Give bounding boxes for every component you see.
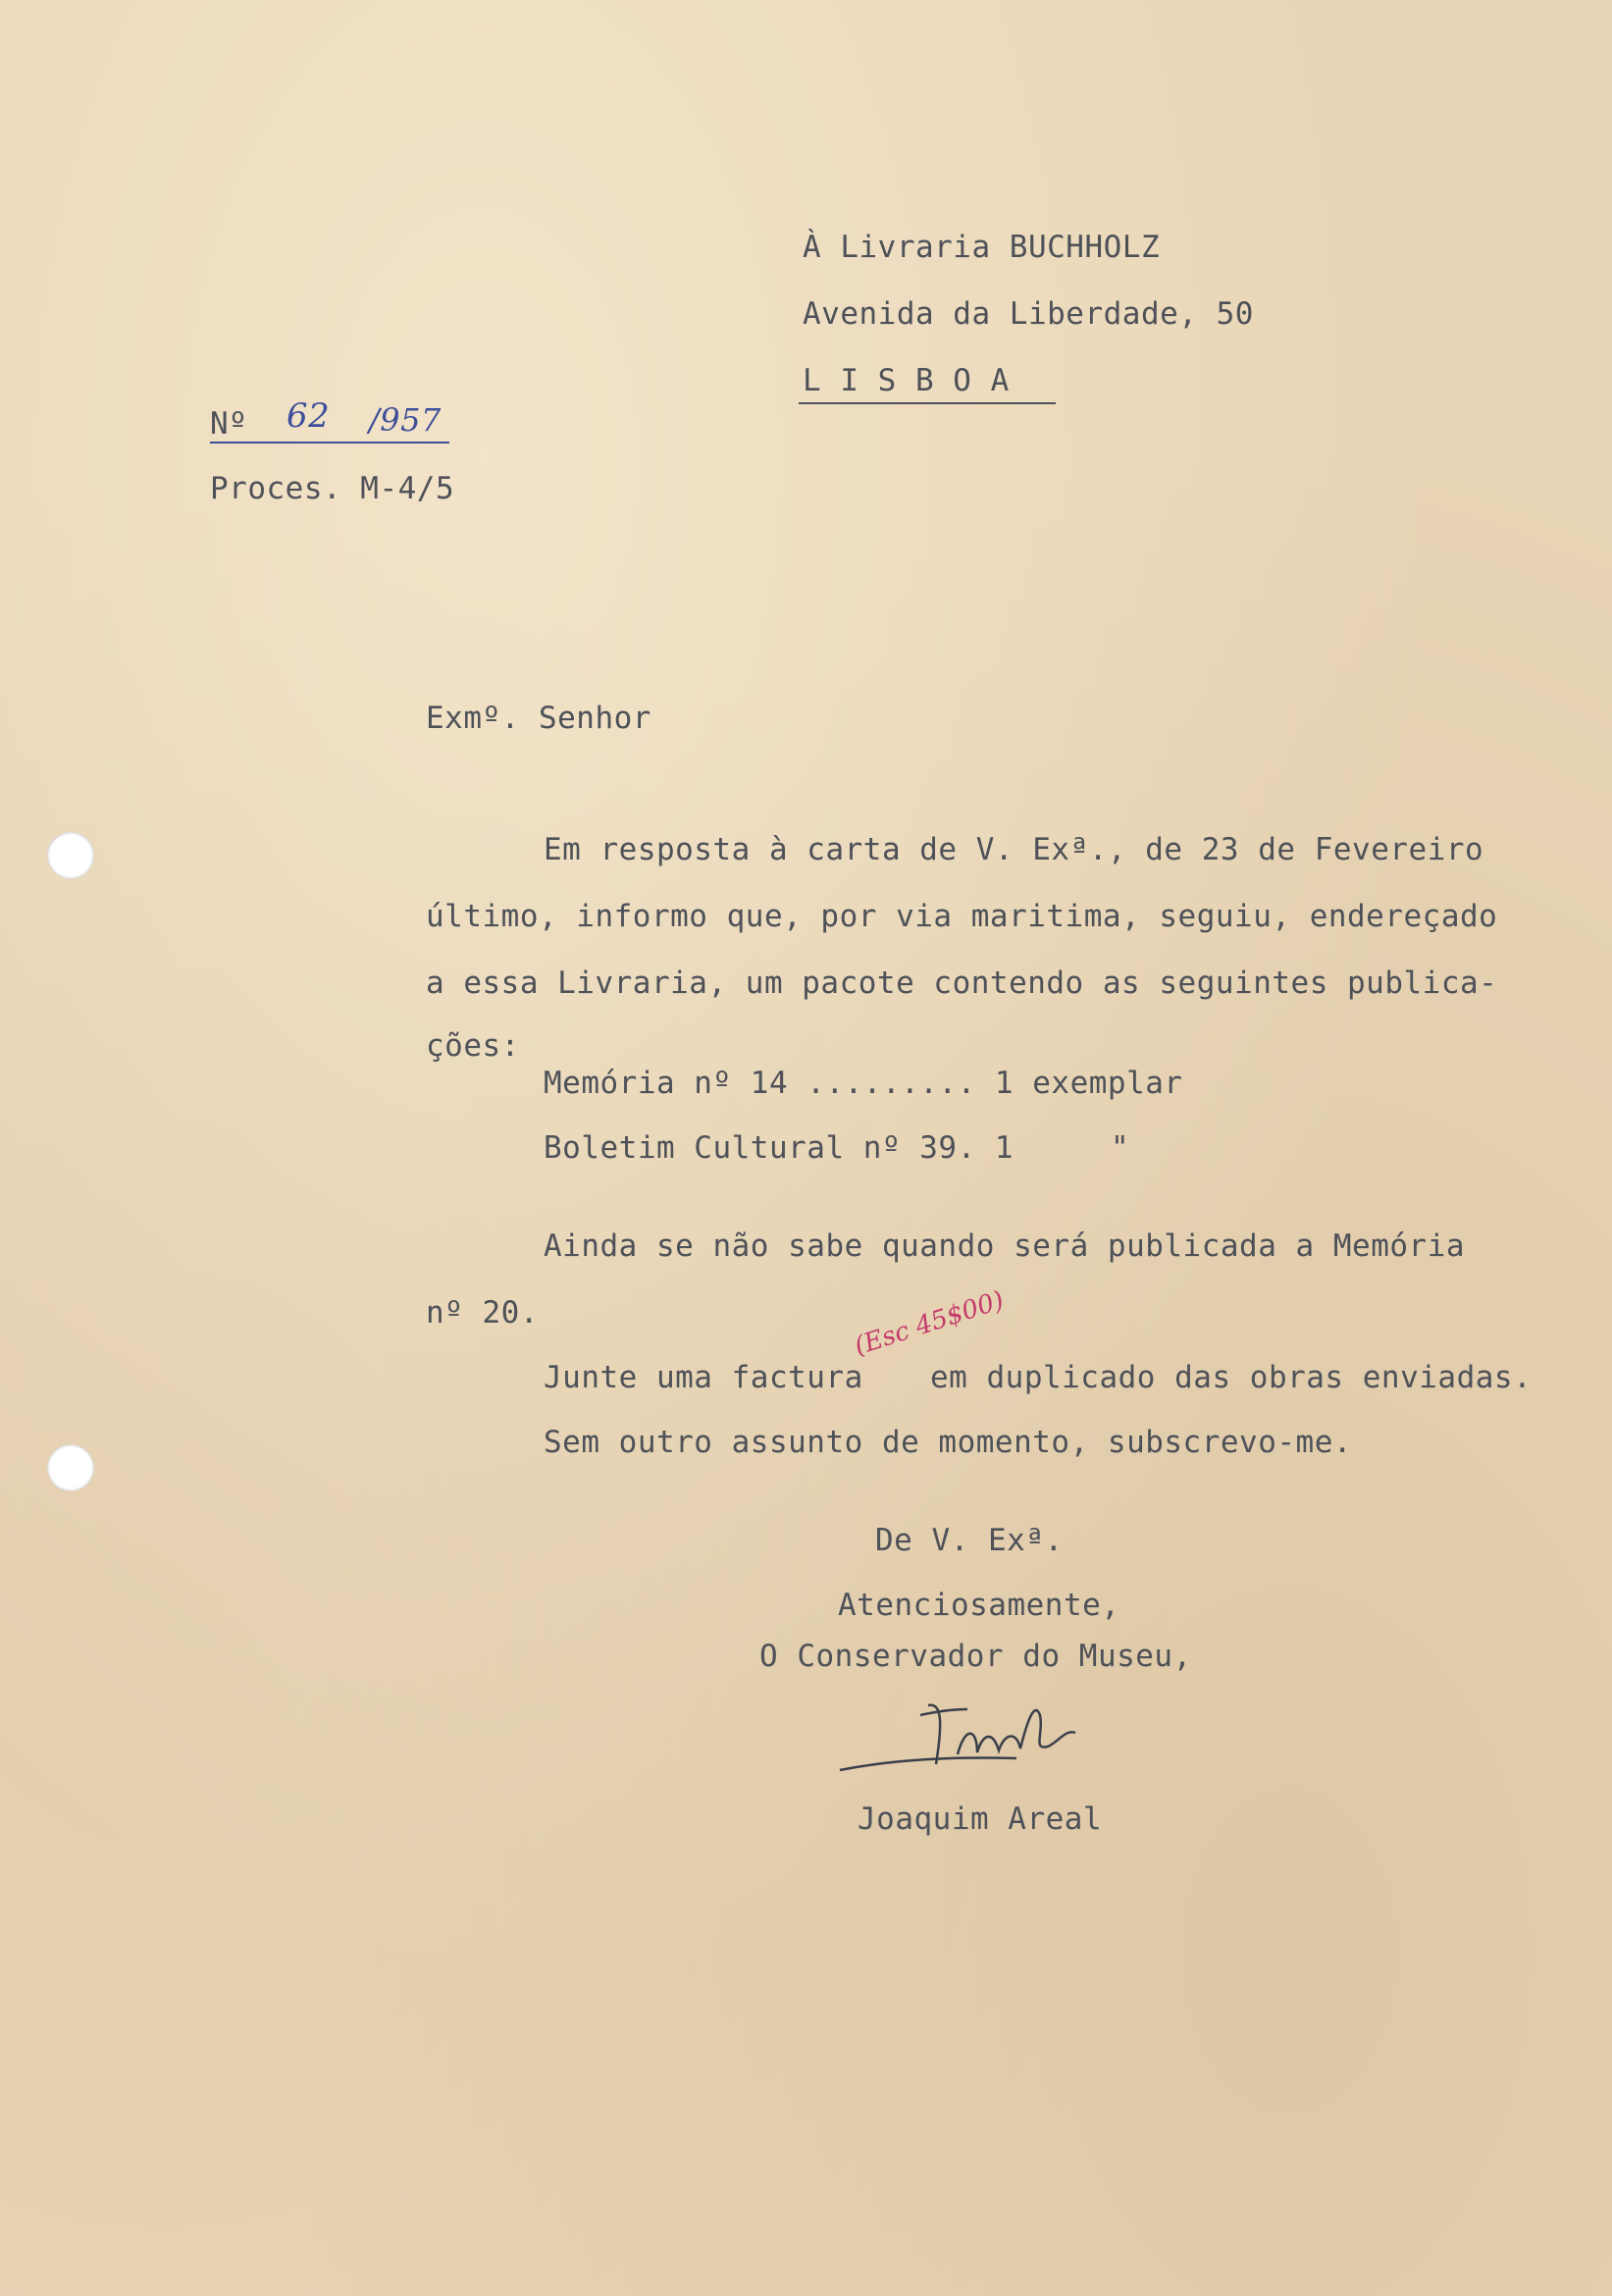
salutation: Exmº. Senhor [426, 701, 651, 736]
closing-line-2: Atenciosamente, [838, 1588, 1120, 1623]
punch-hole-top [47, 832, 94, 879]
punch-hole-bottom [47, 1444, 94, 1491]
body-paragraph-2-line-2: nº 20. [426, 1295, 539, 1331]
recipient-line-1: À Livraria BUCHHOLZ [803, 230, 1161, 265]
item-memoria: Memória nº 14 ......... 1 exemplar [544, 1066, 1183, 1101]
body-paragraph-4: Sem outro assunto de momento, subscrevo-me. [544, 1425, 1353, 1460]
body-paragraph-3-part-a: Junte uma factura [544, 1360, 863, 1395]
body-paragraph-1-line-3: a essa Livraria, um pacote contendo as seguintes publica- [426, 965, 1498, 1001]
item-boletim: Boletim Cultural nº 39. 1 [544, 1130, 1014, 1166]
closing-line-1: De V. Exª. [875, 1523, 1064, 1558]
body-paragraph-1-line-4: ções: [426, 1028, 520, 1064]
body-paragraph-1-line-2: último, informo que, por via maritima, seguiu, endereçado [426, 899, 1498, 934]
city-underline [799, 402, 1056, 404]
item-boletim-ditto: " [1111, 1130, 1130, 1166]
handwritten-signature [830, 1686, 1124, 1794]
reference-number-year: /957 [369, 401, 442, 439]
closing-line-3: O Conservador do Museu, [759, 1639, 1192, 1674]
recipient-city: L I S B O A [803, 363, 1010, 398]
reference-underline [210, 442, 449, 444]
signatory-name: Joaquim Areal [858, 1801, 1103, 1837]
reference-number-prefix: Nº [210, 406, 248, 442]
reference-number-handwritten: 62 [286, 396, 331, 436]
reference-process: Proces. M-4/5 [210, 471, 455, 506]
recipient-line-2: Avenida da Liberdade, 50 [803, 296, 1254, 332]
handwritten-price-annotation: (Esc 45$00) [851, 1285, 1008, 1362]
body-paragraph-2-line-1: Ainda se não sabe quando será publicada a Memória [544, 1228, 1466, 1264]
body-paragraph-1-line-1: Em resposta à carta de V. Exª., de 23 de Fevereiro [544, 832, 1484, 867]
body-paragraph-3-part-b: em duplicado das obras enviadas. [930, 1360, 1533, 1395]
